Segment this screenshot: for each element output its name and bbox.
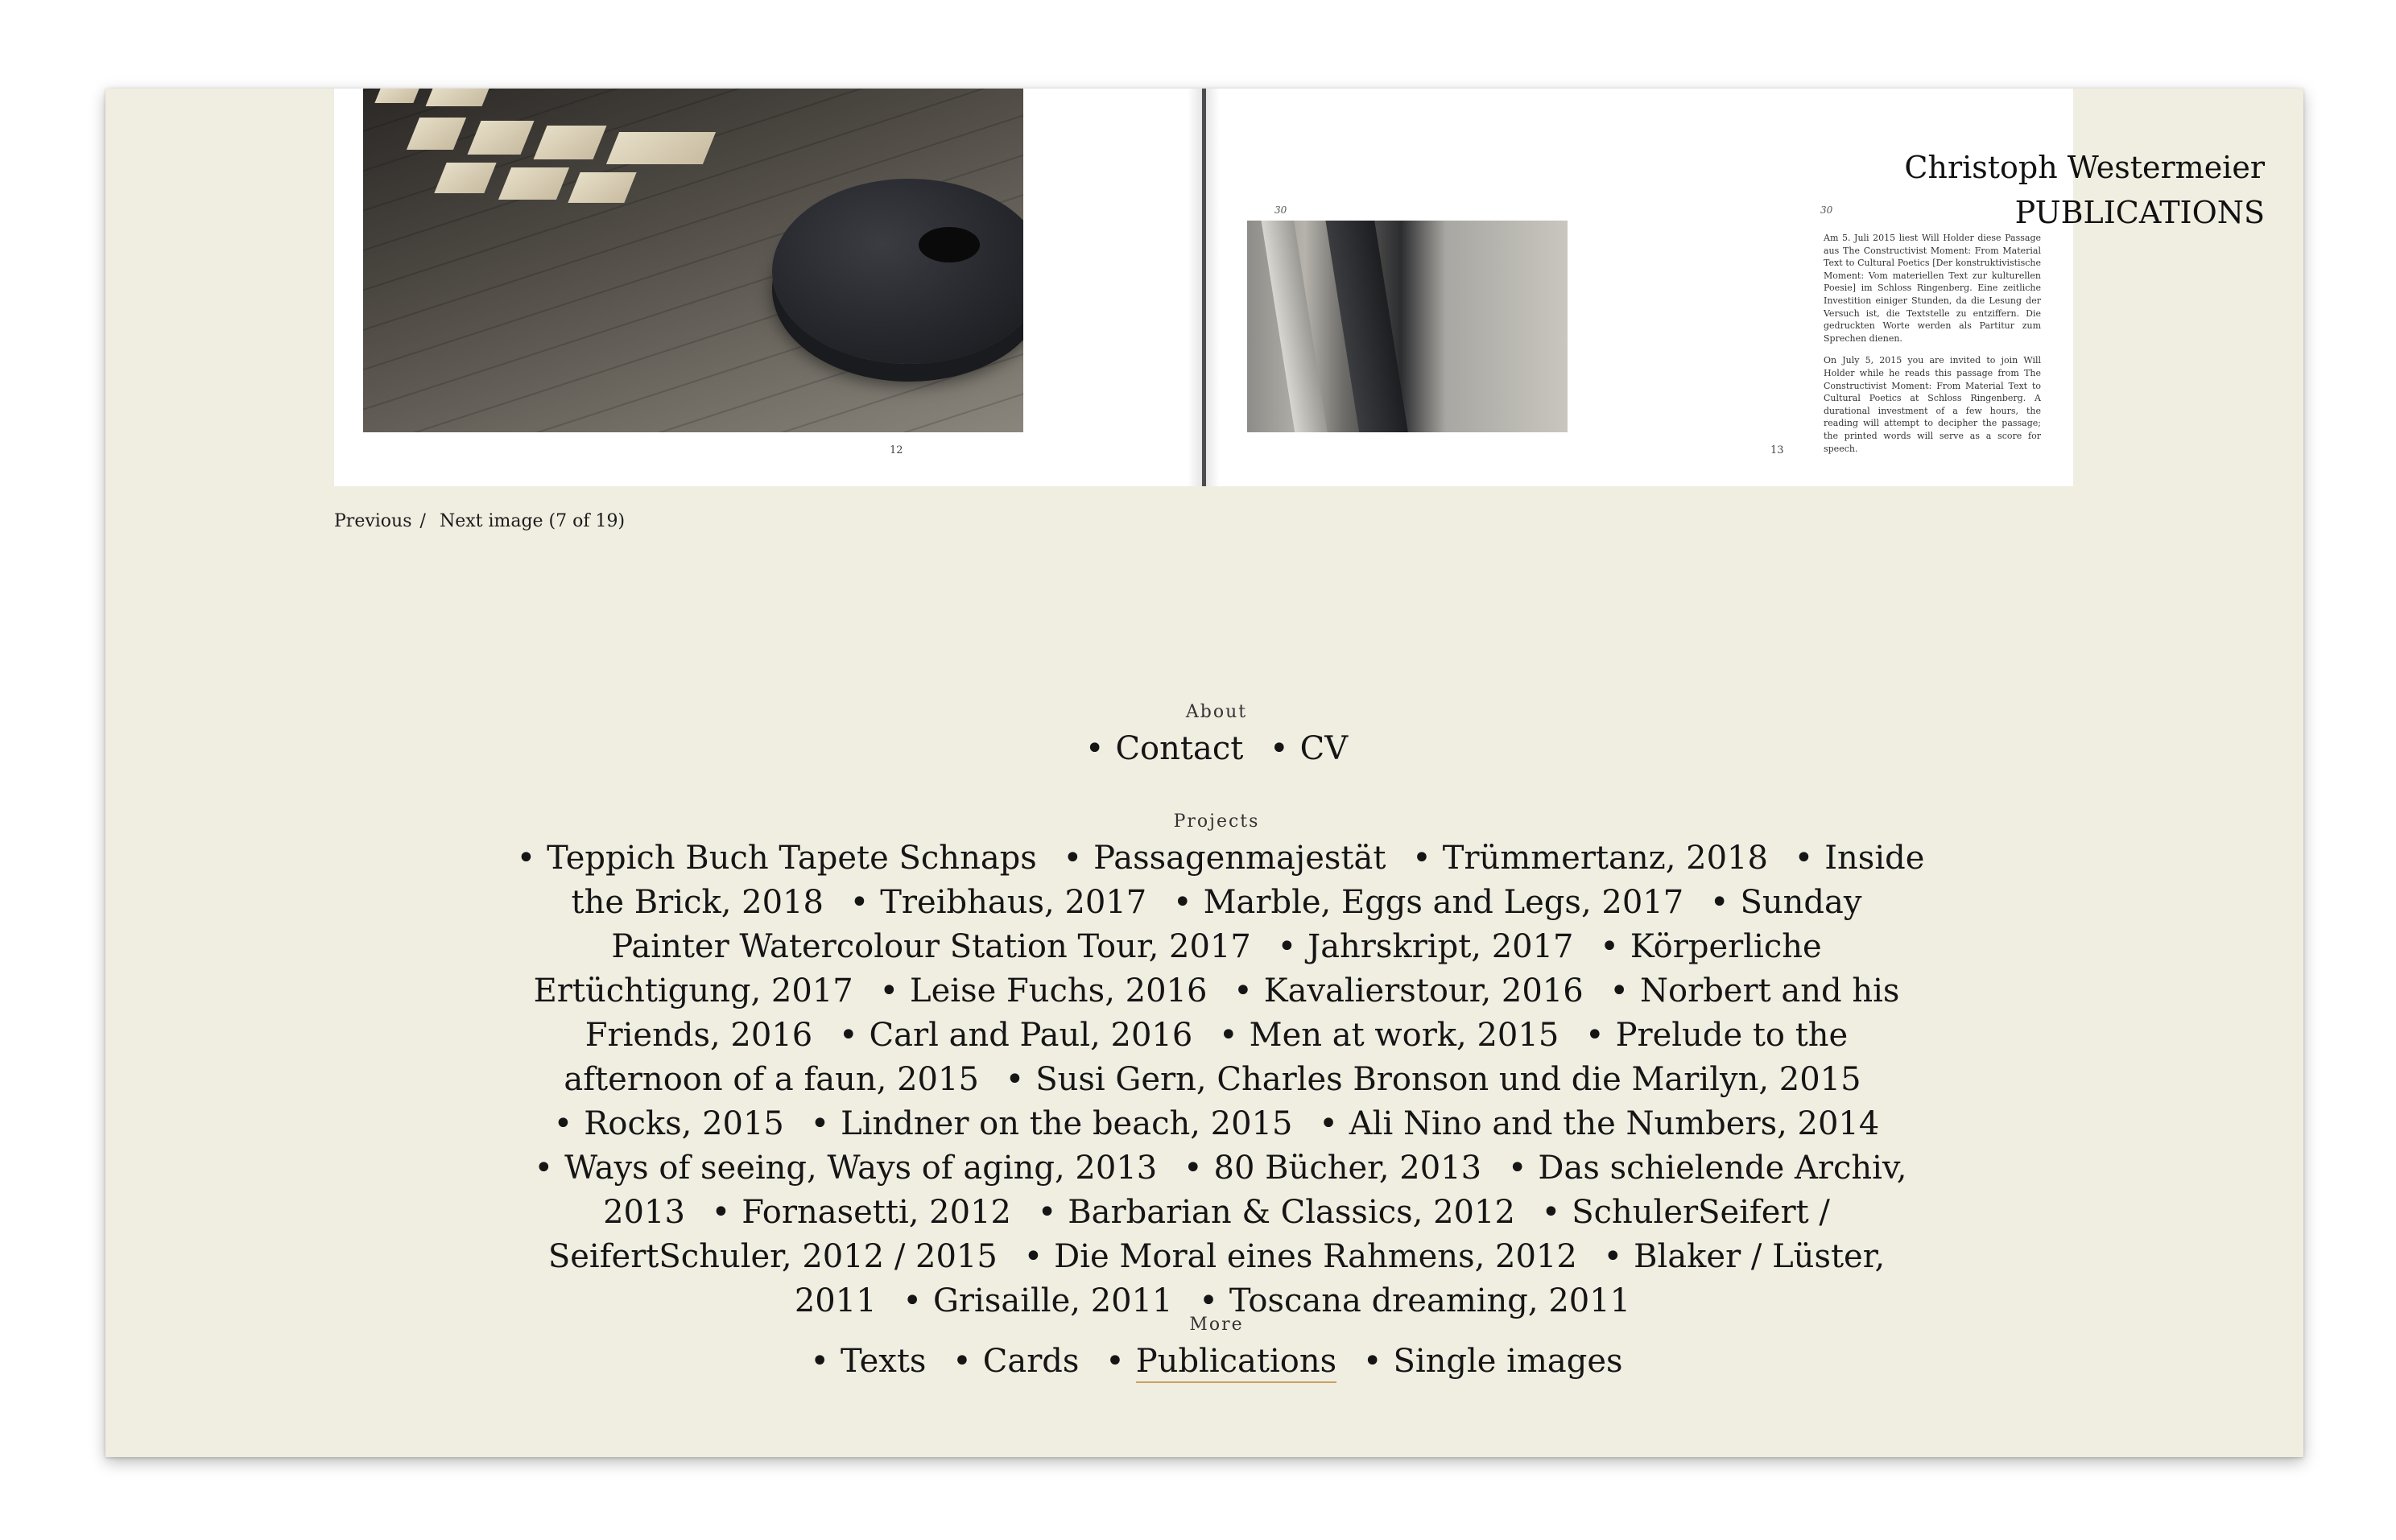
project-label: Ways of seeing, Ways of aging, 2013: [564, 1150, 1158, 1187]
floor-disc-photo: [363, 89, 1023, 432]
about-nav: [476, 702, 1957, 771]
bullet: •: [516, 840, 536, 877]
bullet: •: [1183, 1150, 1203, 1187]
bullet: •: [1172, 884, 1192, 921]
nav-item-project[interactable]: [1006, 1061, 1861, 1098]
nav-item-cv[interactable]: • CV: [1270, 730, 1349, 767]
folio-left: 30: [1274, 204, 1287, 216]
bullet: •: [1412, 840, 1431, 877]
page-number-left: 12: [890, 444, 903, 456]
publication-spread-image[interactable]: [334, 89, 2073, 486]
project-label: Prelude to the afternoon of a faun, 2015: [564, 1017, 1849, 1098]
nav-item-project[interactable]: [1319, 1105, 1879, 1142]
project-label: Sunday Painter Watercolour Station Tour, 2017: [611, 884, 1862, 965]
bullet: •: [1023, 1238, 1043, 1275]
bullet: •: [1219, 1017, 1238, 1054]
bullet: •: [1005, 1061, 1025, 1098]
project-label: Barbarian & Classics, 2012: [1068, 1194, 1515, 1231]
nav-item-cards[interactable]: • Cards: [952, 1343, 1080, 1380]
printed-text-german: Am 5. Juli 2015 liest Will Holder diese Passage aus The Constructivist Moment: From Material Text to Cultural Poetics [Der konstruktivistische Moment: Vom materiellen Text zur kulturellen Poesie] im Schloss Ringenberg. Eine zeitliche Investition einiger Stunden, da die Lesung der Versuch ist, die Textstelle zu entziffern. Die gedruckten Worte werden als Partitur zum Sprechen dienen.: [1824, 233, 2041, 344]
nav-item-contact[interactable]: • Contact: [1084, 730, 1244, 767]
project-label: Inside the Brick, 2018: [571, 840, 1925, 921]
page-container: [105, 89, 2303, 1457]
bullet: •: [838, 1017, 858, 1054]
more-heading: More: [1189, 1315, 1244, 1335]
about-heading: About: [1185, 702, 1248, 722]
project-label: Grisaille, 2011: [932, 1282, 1173, 1319]
project-label: Blaker / Lüster, 2011: [794, 1238, 1886, 1319]
nav-item-project[interactable]: [879, 972, 1207, 1009]
bullet: •: [1603, 1238, 1623, 1275]
project-label: Susi Gern, Charles Bronson und die Marilyn, 2015: [1035, 1061, 1861, 1098]
projects-nav: [508, 811, 1925, 1323]
project-label: Teppich Buch Tapete Schnaps: [547, 840, 1037, 877]
project-label: Lindner on the beach, 2015: [841, 1105, 1293, 1142]
project-label: Toscana dreaming, 2011: [1229, 1282, 1631, 1319]
bullet: •: [1600, 928, 1619, 965]
bullet: •: [1507, 1150, 1527, 1187]
project-label: Kavalierstour, 2016: [1263, 972, 1584, 1009]
nav-item-project[interactable]: [1219, 1017, 1559, 1054]
bullet: •: [534, 1150, 554, 1187]
project-label: Ali Nino and the Numbers, 2014: [1349, 1105, 1880, 1142]
site-header: [1904, 145, 2265, 235]
page-number-right: 13: [1770, 444, 1784, 456]
nav-item-project[interactable]: [1278, 928, 1574, 965]
nav-item-project[interactable]: [1412, 840, 1768, 877]
more-nav: [476, 1315, 1957, 1384]
bullet: •: [849, 884, 870, 921]
bullet: •: [1709, 884, 1729, 921]
printed-page-text: [1824, 232, 2041, 464]
project-label: Fornasetti, 2012: [742, 1194, 1011, 1231]
printed-text-english: On July 5, 2015 you are invited to join Will Holder while he reads this passage from The Constructivist Moment: From Material Text to Cultural Poetics at Schloss Ringenberg. A durational investment of a few hours, the reading will attempt to decipher the passage; the printed words will serve as a score for speech.: [1824, 355, 2041, 454]
nav-item-project[interactable]: [1064, 840, 1386, 877]
projects-heading: Projects: [1173, 811, 1260, 832]
nav-item-publications[interactable]: • Publications: [1105, 1343, 1336, 1380]
nav-item-project[interactable]: [1184, 1150, 1481, 1187]
nav-item-texts[interactable]: • Texts: [810, 1343, 927, 1380]
project-label: Men at work, 2015: [1249, 1017, 1559, 1054]
nav-item-project[interactable]: [554, 1105, 784, 1142]
nav-item-project[interactable]: [811, 1105, 1293, 1142]
section-title[interactable]: PUBLICATIONS: [2014, 195, 2265, 230]
nav-item-project[interactable]: [712, 1194, 1011, 1231]
bullet: •: [711, 1194, 731, 1231]
about-list: [476, 727, 1957, 771]
project-label: Jahrskript, 2017: [1307, 928, 1574, 965]
project-label: Körperliche Ertüchtigung, 2017: [533, 928, 1822, 1009]
bullet: •: [1277, 928, 1297, 965]
nav-item-project[interactable]: [517, 840, 1037, 877]
bullet: •: [553, 1105, 573, 1142]
book-gutter: [1202, 89, 1206, 486]
next-image-link[interactable]: Next image (7 of 19): [439, 511, 626, 531]
project-label: Passagenmajestät: [1093, 840, 1386, 877]
bullet: •: [1541, 1194, 1561, 1231]
image-pager: [334, 511, 633, 531]
nav-item-single-images[interactable]: • Single images: [1362, 1343, 1623, 1380]
project-label: Marble, Eggs and Legs, 2017: [1203, 884, 1684, 921]
bullet: •: [1319, 1105, 1338, 1142]
site-title-link[interactable]: Christoph Westermeier: [1904, 150, 2265, 185]
bullet: •: [1585, 1017, 1605, 1054]
project-label: Trümmertanz, 2018: [1442, 840, 1768, 877]
nav-item-project[interactable]: [1024, 1238, 1577, 1275]
bullet: •: [903, 1282, 922, 1319]
project-label: Das schielende Archiv, 2013: [603, 1150, 1907, 1231]
nav-item-project[interactable]: [1233, 972, 1584, 1009]
project-label: Norbert and his Friends, 2016: [585, 972, 1900, 1054]
project-label: Carl and Paul, 2016: [869, 1017, 1193, 1054]
project-label: Treibhaus, 2017: [880, 884, 1147, 921]
bullet: •: [879, 972, 899, 1009]
nav-item-project[interactable]: [1173, 884, 1683, 921]
previous-link[interactable]: Previous: [334, 511, 412, 531]
nav-item-project[interactable]: [534, 1150, 1157, 1187]
pager-separator: /: [419, 511, 426, 531]
folio-right: 30: [1820, 204, 1833, 216]
project-label: 80 Bücher, 2013: [1213, 1150, 1482, 1187]
project-label: Rocks, 2015: [584, 1105, 784, 1142]
project-label: SchulerSeifert / SeifertSchuler, 2012 / 2015: [547, 1194, 1830, 1275]
nav-item-project[interactable]: [1038, 1194, 1515, 1231]
bullet: •: [1037, 1194, 1057, 1231]
project-label: Leise Fuchs, 2016: [910, 972, 1208, 1009]
bullet: •: [1794, 840, 1814, 877]
nav-item-project[interactable]: [850, 884, 1147, 921]
nav-item-project[interactable]: [839, 1017, 1192, 1054]
framed-text-photo: [1247, 221, 1568, 432]
project-label: Die Moral eines Rahmens, 2012: [1054, 1238, 1577, 1275]
bullet: •: [1199, 1282, 1218, 1319]
bullet: •: [1063, 840, 1083, 877]
projects-list: [508, 836, 1925, 1323]
bullet: •: [1609, 972, 1629, 1009]
bullet: •: [810, 1105, 830, 1142]
more-list: [476, 1340, 1957, 1384]
bullet: •: [1233, 972, 1253, 1009]
